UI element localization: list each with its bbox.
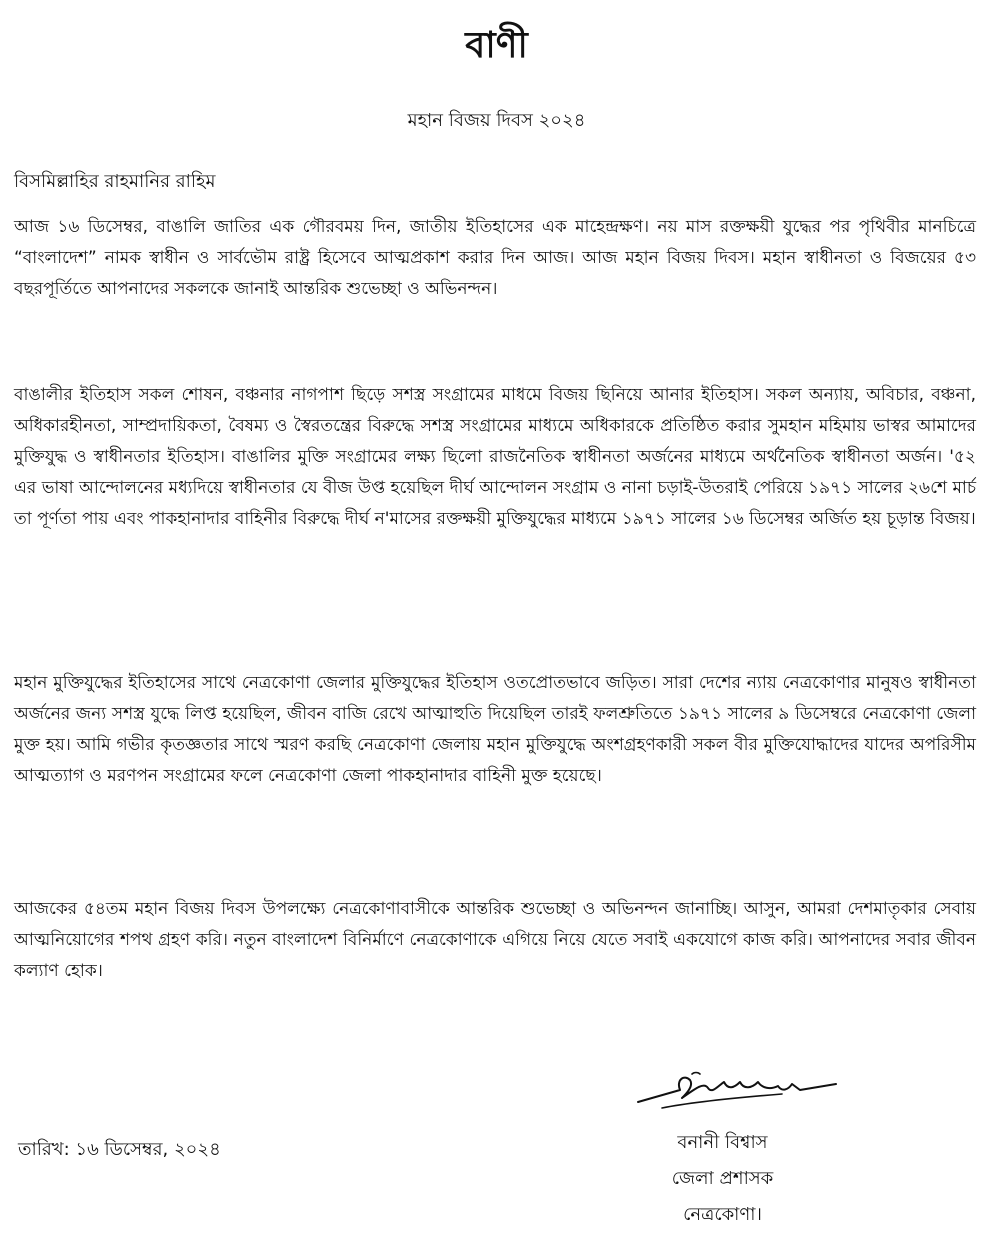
- message-paragraph-2: বাঙালীর ইতিহাস সকল শোষন, বঞ্চনার নাগপাশ ছিড়ে সশস্ত্র সংগ্রামের মাধমে বিজয় ছিনিয়ে আনার ইতিহাস। সকল অন্যায়, অবিচার, বঞ্চনা, অধিকারহীনতা, সাম্প্রদায়িকতা, বৈষম্য ও স্বৈরতন্ত্রের বিরুদ্ধে সশস্ত্র সংগ্রামের মাধ্যমে অধিকারকে প্রতিষ্ঠিত করার সুমহান মহিমায় ভাস্বর আমাদের মুক্তিযুদ্ধ ও স্বাধীনতার ইতিহাস। বাঙালির মুক্তি সংগ্রামের লক্ষ্য ছিলো রাজনৈতিক স্বাধীনতা অর্জনের মাধ্যমে অর্থনৈতিক স্বাধীনতা অর্জন। '৫২ এর ভাষা আন্দোলনের মধ্যদিয়ে স্বাধীনতার যে বীজ উপ্ত হয়েছিল দীর্ঘ আন্দোলন সংগ্রাম ও নানা চড়াই-উতরাই পেরিয়ে ১৯৭১ সালের ২৬শে মার্চ তা পূর্ণতা পায় এবং পাকহানাদার বাহিনীর বিরুদ্ধে দীর্ঘ ন'মাসের রক্তক্ষয়ী মুক্তিযুদ্ধের মাধ্যমে ১৯৭১ সালের ১৬ ডিসেম্বর অর্জিত হয় চূড়ান্ত বিজয়।: [14, 385, 976, 529]
- signer-office: নেত্রকোণা।: [683, 1204, 762, 1225]
- signer-name: বনানী বিশ্বাস: [677, 1132, 768, 1153]
- signer-designation: জেলা প্রশাসক: [671, 1168, 774, 1189]
- message-paragraph-3: মহান মুক্তিযুদ্ধের ইতিহাসের সাথে নেত্রকোণা জেলার মুক্তিযুদ্ধের ইতিহাস ওতপ্রোতভাবে জড়িত। সারা দেশের ন্যায় নেত্রকোণার মানুষও স্বাধীনতা অর্জনের জন্য সশস্ত্র যুদ্ধে লিপ্ত হয়েছিল, জীবন বাজি রেখে আত্মাহুতি দিয়েছিল তারই ফলশ্রুতিতে ১৯৭১ সালের ৯ ডিসেম্বরে নেত্রকোণা জেলা মুক্ত হয়। আমি গভীর কৃতজ্ঞতার সাথে স্মরণ করছি নেত্রকোণা জেলায় মহান মুক্তিযুদ্ধে অংশগ্রহণকারী সকল বীর মুক্তিযোদ্ধাদের যাদের অপরিসীম আত্মত্যাগ ও মরণপন সংগ্রামের ফলে নেত্রকোণা জেলা পাকহানাদার বাহিনী মুক্ত হয়েছে।: [14, 673, 976, 786]
- signer-block: [600, 1125, 845, 1233]
- salutation: বিসমিল্লাহির রাহমানির রাহিম: [14, 171, 216, 192]
- date-line: তারিখ: ১৬ ডিসেম্বর, ২০২৪: [18, 1139, 221, 1160]
- occasion-subtitle: মহান বিজয় দিবস ২০২৪: [407, 110, 586, 131]
- page-title: বাণী: [465, 25, 528, 66]
- message-paragraph-4: আজকের ৫৪তম মহান বিজয় দিবস উপলক্ষ্যে নেত্রকোণাবাসীকে আন্তরিক শুভেচ্ছা ও অভিনন্দন জানাচ্ছি। আসুন, আমরা দেশমাতৃকার সেবায় আত্মনিয়োগের শপথ গ্রহণ করি। নতুন বাংলাদেশ বিনির্মাণে নেত্রকোণাকে এগিয়ে নিয়ে যেতে সবাই একযোগে কাজ করি। আপনাদের সবার জীবন কল্যাণ হোক।: [14, 899, 976, 981]
- message-paragraph-1: আজ ১৬ ডিসেম্বর, বাঙালি জাতির এক গৌরবময় দিন, জাতীয় ইতিহাসের এক মাহেন্দ্রক্ষণ। নয় মাস রক্তক্ষয়ী যুদ্ধের পর পৃথিবীর মানচিত্রে “বাংলাদেশ” নামক স্বাধীন ও সার্বভৌম রাষ্ট্র হিসেবে আত্মপ্রকাশ করার দিন আজ। আজ মহান বিজয় দিবস। মহান স্বাধীনতা ও বিজয়ের ৫৩ বছরপূর্তিতে আপনাদের সকলকে জানাই আন্তরিক শুভেচ্ছা ও অভিনন্দন।: [14, 217, 976, 299]
- handwritten-signature: [632, 1068, 842, 1112]
